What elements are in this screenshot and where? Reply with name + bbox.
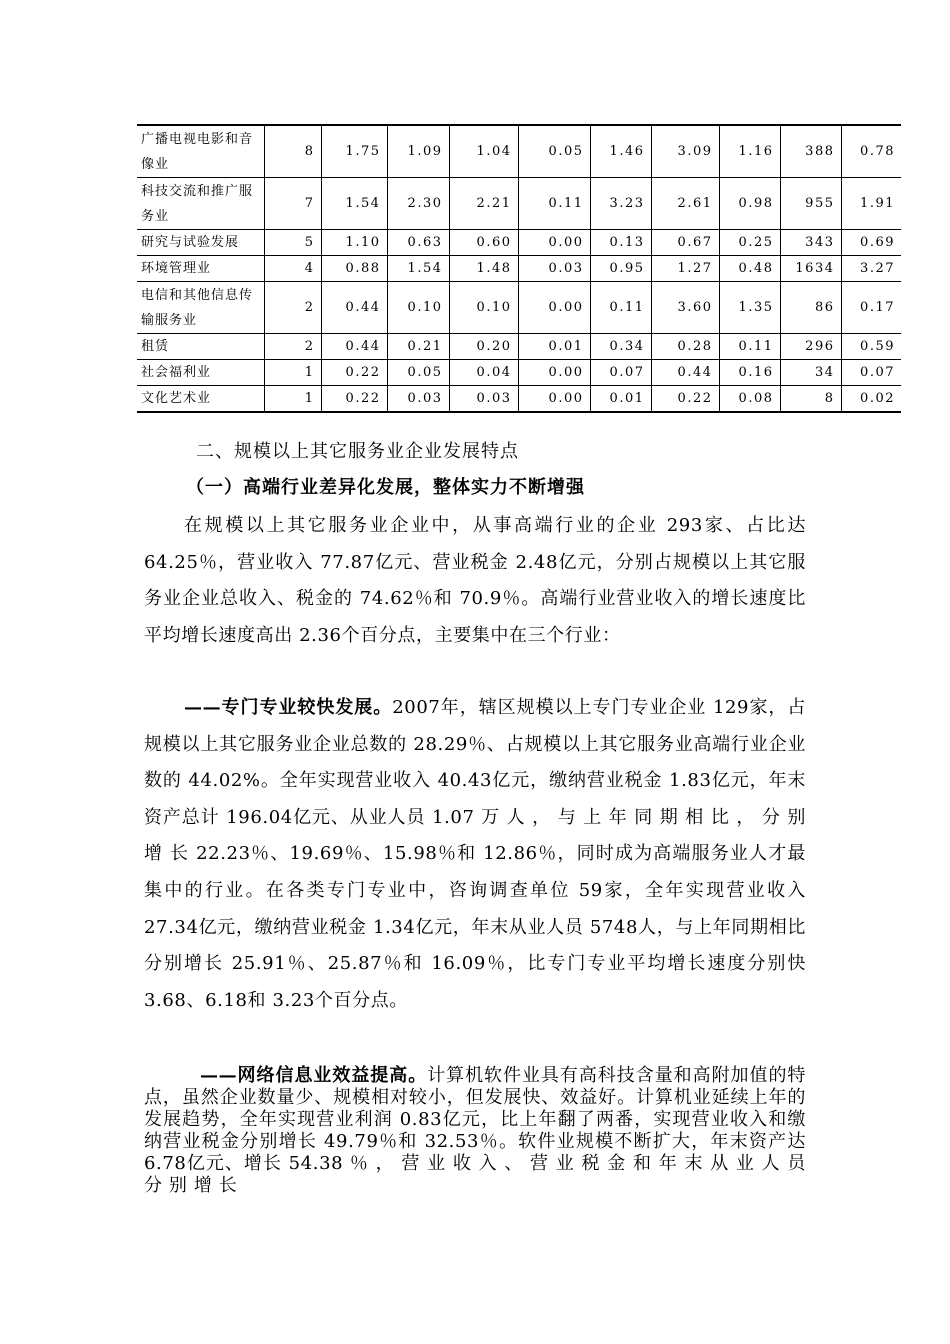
table-cell: 343: [780, 230, 841, 256]
industry-name-cell: 租赁: [137, 334, 264, 360]
table-cell: 3.23: [590, 178, 651, 230]
table-cell: 0.22: [321, 360, 387, 386]
table-cell: 0.78: [841, 125, 901, 178]
table-cell: 2: [264, 334, 321, 360]
table-cell: 296: [780, 334, 841, 360]
table-cell: 5: [264, 230, 321, 256]
table-cell: 1.54: [321, 178, 387, 230]
table-cell: 0.34: [590, 334, 651, 360]
table-cell: 0.01: [518, 334, 590, 360]
table-cell: 0.20: [449, 334, 518, 360]
table-cell: 0.28: [651, 334, 719, 360]
table-cell: 0.44: [651, 360, 719, 386]
table-cell: 3.27: [841, 256, 901, 282]
table-cell: 2.30: [387, 178, 449, 230]
paragraph-lead: ——专门专业较快发展。: [184, 697, 393, 718]
industry-name-cell: 社会福利业: [137, 360, 264, 386]
table-cell: 0.44: [321, 334, 387, 360]
subsection-title: （一）高端行业差异化发展，整体实力不断增强: [186, 477, 585, 498]
table-cell: 1.04: [449, 125, 518, 178]
table-cell: 0.88: [321, 256, 387, 282]
paragraph-network-information: [144, 1065, 806, 1197]
industry-name-cell: 研究与试验发展: [137, 230, 264, 256]
table-cell: 0.00: [518, 230, 590, 256]
table-cell: 0.00: [518, 386, 590, 413]
table-cell: 0.00: [518, 360, 590, 386]
table-cell: 0.01: [590, 386, 651, 413]
table-cell: 0.25: [719, 230, 780, 256]
table-cell: 1.48: [449, 256, 518, 282]
table-cell: 1634: [780, 256, 841, 282]
table-cell: 1.27: [651, 256, 719, 282]
table-row: [137, 230, 901, 256]
paragraph-body: 2007年，辖区规模以上专门专业企业 129家，占规模以上其它服务业企业总数的 28.29％、占规模以上其它服务业高端行业企业数的 44.02%。全年实现营业收入 40.43亿元，缴纳营业税金 1.83亿元，年末资产总计 196.04亿元、从业人员 1.07 万 人 ， 与 上 年 同 期 相 比 ， 分 别 增 长 22.23％、19.69％、15.98％和 12.86％，同时成为高端服务业人才最集中的行业。在各类专门专业中，咨询调查单位 59家，全年实现营业收入 27.34亿元，缴纳营业税金 1.34亿元，年末从业人员 5748人，与上年同期相比分别增长 25.91％、25.87％和 16.09％，比专门专业平均增长速度分别快 3.68、6.18和 3.23个百分点。: [144, 697, 806, 1011]
table-cell: 8: [780, 386, 841, 413]
paragraph-body: 计算机软件业具有高科技含量和高附加值的特点，虽然企业数量少、规模相对较小，但发展快、效益好。计算机业延续上年的发展趋势，全年实现营业利润 0.83亿元，比上年翻了两番，实现营业收入和缴纳营业税金分别增长 49.79％和 32.53％。软件业规模不断扩大，年末资产达 6.78亿元、增长 54.38 ％ ， 营 业 收 入 、 营 业 税 金 和 年 末 从 业 人 员 分 别 增 长: [144, 1065, 807, 1196]
table-cell: 0.22: [651, 386, 719, 413]
section-title: 二、规模以上其它服务业企业发展特点: [196, 441, 519, 462]
table-cell: 3.60: [651, 282, 719, 334]
table-cell: 0.16: [719, 360, 780, 386]
table-cell: 1.35: [719, 282, 780, 334]
table-cell: 0.02: [841, 386, 901, 413]
table-cell: 1.54: [387, 256, 449, 282]
table-cell: 34: [780, 360, 841, 386]
table-cell: 0.13: [590, 230, 651, 256]
industry-name-cell: 广播电视电影和音像业: [137, 125, 264, 178]
table-cell: 0.44: [321, 282, 387, 334]
table-cell: 0.98: [719, 178, 780, 230]
table-cell: 0.04: [449, 360, 518, 386]
table-cell: 0.11: [719, 334, 780, 360]
table-cell: 7: [264, 178, 321, 230]
table-cell: 1.91: [841, 178, 901, 230]
table-row: [137, 178, 901, 230]
table-cell: 1.75: [321, 125, 387, 178]
table-cell: 86: [780, 282, 841, 334]
table-cell: 1.09: [387, 125, 449, 178]
table-cell: 0.59: [841, 334, 901, 360]
table-cell: 388: [780, 125, 841, 178]
table-row: [137, 256, 901, 282]
table-row: [137, 386, 901, 413]
industry-statistics-table: [137, 124, 901, 413]
table-cell: 0.05: [387, 360, 449, 386]
industry-name-cell: 环境管理业: [137, 256, 264, 282]
table-cell: 0.10: [387, 282, 449, 334]
table-cell: 955: [780, 178, 841, 230]
table-cell: 0.07: [841, 360, 901, 386]
table-cell: 0.17: [841, 282, 901, 334]
table-row: [137, 334, 901, 360]
table-cell: 1: [264, 360, 321, 386]
table-cell: 0.11: [518, 178, 590, 230]
table-cell: 1: [264, 386, 321, 413]
paragraph-high-end-industries: 在规模以上其它服务业企业中，从事高端行业的企业 293家、占比达 64.25％，营业收入 77.87亿元、营业税金 2.48亿元，分别占规模以上其它服务业企业总收入、税金的 74.62％和 70.9％。高端行业营业收入的增长速度比平均增长速度高出 2.36个百分点，主要集中在三个行业：: [144, 515, 806, 646]
paragraph-professional-services: [144, 690, 806, 1019]
industry-name-cell: 电信和其他信息传输服务业: [137, 282, 264, 334]
table-cell: 1.10: [321, 230, 387, 256]
table-cell: 1.46: [590, 125, 651, 178]
table-cell: 0.03: [518, 256, 590, 282]
table-cell: 0.67: [651, 230, 719, 256]
table-row: [137, 282, 901, 334]
table-cell: 8: [264, 125, 321, 178]
table-cell: 0.05: [518, 125, 590, 178]
industry-name-cell: 文化艺术业: [137, 386, 264, 413]
table-cell: 2: [264, 282, 321, 334]
table-cell: 3.09: [651, 125, 719, 178]
table-cell: 0.07: [590, 360, 651, 386]
paragraph-lead: ——网络信息业效益提高。: [200, 1065, 428, 1086]
table-cell: 0.03: [387, 386, 449, 413]
table-cell: 0.08: [719, 386, 780, 413]
table-cell: 0.11: [590, 282, 651, 334]
table-cell: 0.10: [449, 282, 518, 334]
table-cell: 0.63: [387, 230, 449, 256]
table-cell: 1.16: [719, 125, 780, 178]
table-cell: 2.61: [651, 178, 719, 230]
table-row: [137, 360, 901, 386]
table-cell: 0.21: [387, 334, 449, 360]
table-cell: 0.69: [841, 230, 901, 256]
industry-name-cell: 科技交流和推广服务业: [137, 178, 264, 230]
table-cell: 2.21: [449, 178, 518, 230]
table-cell: 0.48: [719, 256, 780, 282]
table-cell: 0.95: [590, 256, 651, 282]
table-cell: 4: [264, 256, 321, 282]
table-row: [137, 125, 901, 178]
table-cell: 0.03: [449, 386, 518, 413]
table-cell: 0.00: [518, 282, 590, 334]
table-cell: 0.22: [321, 386, 387, 413]
table-cell: 0.60: [449, 230, 518, 256]
